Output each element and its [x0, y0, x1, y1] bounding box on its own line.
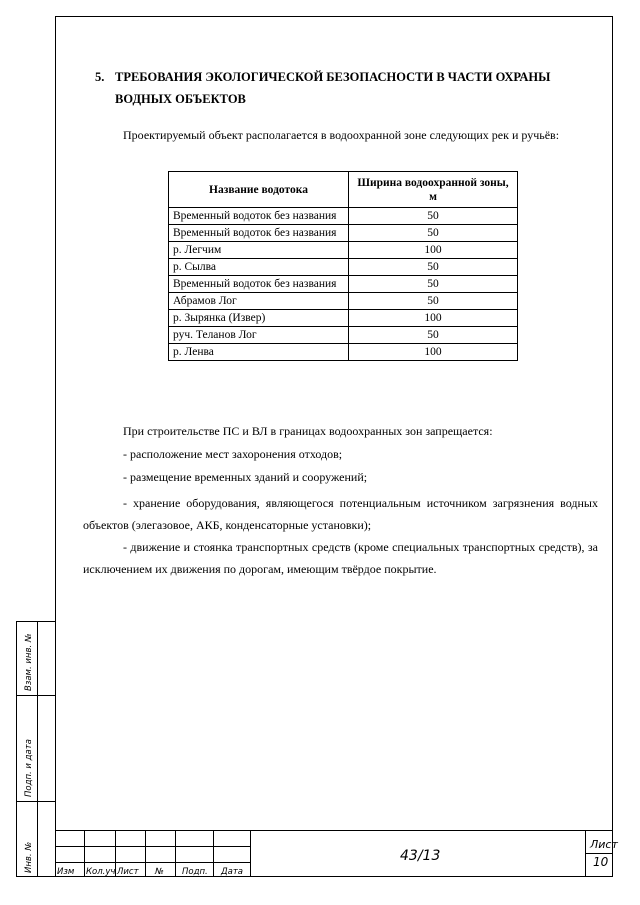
restriction-item: - хранение оборудования, являющегося потенциальным источником загрязнения водных объектов (элегазовое, АКБ, конденсаторные установки);	[83, 496, 598, 532]
table-header-row	[169, 172, 518, 208]
stamp-label-sheet: Лист	[117, 867, 139, 877]
header-watercourse-name: Название водотока	[169, 172, 349, 208]
restriction-item: - расположение мест захоронения отходов;	[123, 447, 343, 461]
zone-width: 50	[349, 208, 518, 225]
water-zone-table	[168, 171, 518, 361]
zone-width: 100	[349, 310, 518, 327]
table-row	[169, 225, 518, 242]
table-row	[169, 293, 518, 310]
table-row	[169, 327, 518, 344]
side-cell-replacement	[17, 622, 56, 696]
table-row	[169, 242, 518, 259]
watercourse-name: р. Ленва	[169, 344, 349, 361]
side-cell-inventory	[17, 802, 56, 877]
table-row	[169, 276, 518, 293]
zone-width: 50	[349, 327, 518, 344]
header-zone-width: Ширина водоохранной зоны, м	[349, 172, 518, 208]
watercourse-name: р. Зырянка (Извер)	[169, 310, 349, 327]
watercourse-name: Временный водоток без названия	[169, 276, 349, 293]
zone-width: 50	[349, 293, 518, 310]
stamp-label-number: №	[155, 867, 164, 877]
zone-width: 50	[349, 276, 518, 293]
zone-width: 50	[349, 259, 518, 276]
zone-width: 100	[349, 344, 518, 361]
section-number: 5.	[95, 70, 105, 84]
restriction-item: - движение и стоянка транспортных средств (кроме специальных транспортных средств), за исключением их движения по дорогам, имеющим твёрдое покрытие.	[83, 540, 598, 576]
stamp-label-date: Дата	[221, 867, 244, 877]
sheet-number: 10	[593, 855, 609, 869]
table-row	[169, 310, 518, 327]
restriction-item: - размещение временных зданий и сооружений;	[123, 470, 368, 484]
watercourse-name: Абрамов Лог	[169, 293, 349, 310]
title-block	[55, 830, 613, 877]
intro-paragraph: Проектируемый объект располагается в водоохранной зоне следующих рек и ручьёв:	[123, 128, 560, 142]
side-label-replacement: Взам. инв. №	[24, 633, 34, 691]
stamp-label-change: Изм	[57, 867, 75, 877]
side-label-inventory: Инв. №	[24, 841, 34, 873]
table-row	[169, 259, 518, 276]
watercourse-name: р. Легчим	[169, 242, 349, 259]
restrictions-intro: При строительстве ПС и ВЛ в границах водоохранных зон запрещается:	[123, 424, 493, 438]
side-approval-strip	[16, 621, 55, 877]
table-row	[169, 208, 518, 225]
stamp-label-count: Кол.уч	[86, 867, 116, 877]
document-code: 43/13	[400, 848, 441, 864]
section-heading	[95, 66, 600, 110]
side-label-signature: Подп. и дата	[24, 739, 34, 797]
table-row	[169, 344, 518, 361]
watercourse-name: р. Сылва	[169, 259, 349, 276]
stamp-label-signature: Подп.	[182, 867, 208, 877]
side-cell-signature	[17, 696, 56, 802]
watercourse-name: Временный водоток без названия	[169, 208, 349, 225]
zone-width: 100	[349, 242, 518, 259]
watercourse-name: руч. Теланов Лог	[169, 327, 349, 344]
watercourse-name: Временный водоток без названия	[169, 225, 349, 242]
sheet-label: Лист	[590, 838, 618, 851]
zone-width: 50	[349, 225, 518, 242]
section-title-line1: ТРЕБОВАНИЯ ЭКОЛОГИЧЕСКОЙ БЕЗОПАСНОСТИ В ЧАСТИ ОХРАНЫ	[115, 70, 551, 84]
section-title-line2: ВОДНЫХ ОБЪЕКТОВ	[115, 92, 246, 106]
